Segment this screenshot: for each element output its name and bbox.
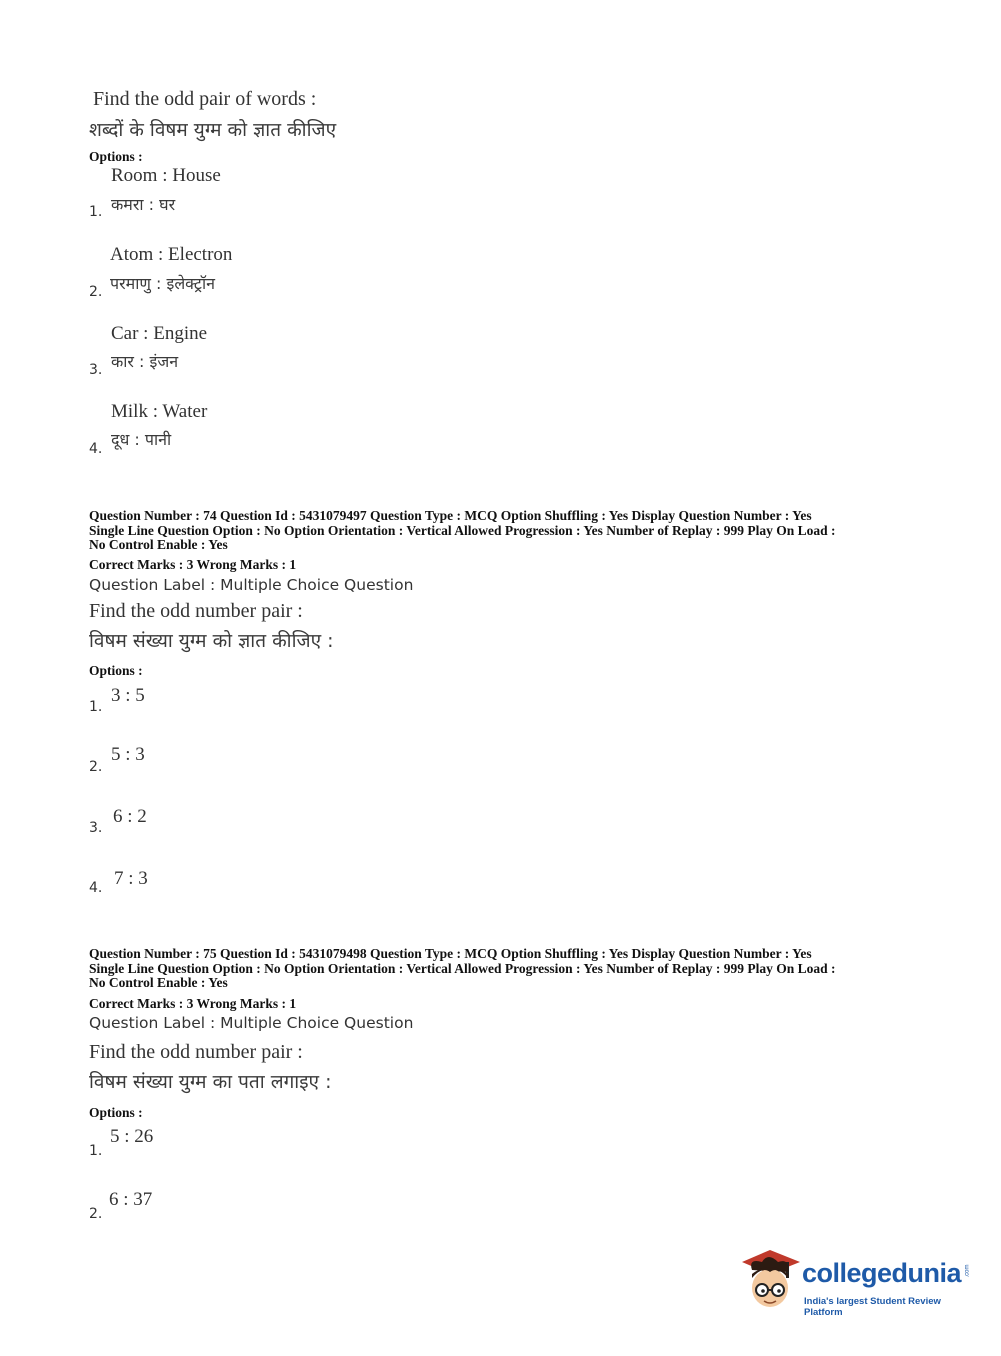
q73-option-1-en: Room : House	[111, 165, 221, 186]
q74-option-3-value: 6 : 2	[113, 806, 147, 827]
brand-suffix: .com	[964, 1264, 971, 1278]
q75-meta-line-3: No Control Enable : Yes	[89, 975, 228, 990]
q75-meta	[89, 947, 919, 991]
q75-stem-hi: विषम संख्या युग्म का पता लगाइए :	[89, 1071, 332, 1093]
q74-option-3-num: 3.	[89, 820, 103, 836]
q74-option-1-value: 3 : 5	[111, 685, 145, 706]
q74-option-1-num: 1.	[89, 699, 103, 715]
q75-question-label: Question Label : Multiple Choice Question	[89, 1014, 414, 1032]
q73-options-label: Options :	[89, 149, 143, 164]
q75-meta-line-2: Single Line Question Option : No Option Orientation : Vertical Allowed Progression : Yes Number of Replay : 999 Play On Load :	[89, 960, 836, 976]
q73-option-2-num: 2.	[89, 284, 103, 300]
q74-option-2-num: 2.	[89, 759, 103, 775]
q73-option-1-hi: कमरा : घर	[111, 195, 176, 214]
q74-stem-en: Find the odd number pair :	[89, 600, 303, 622]
q74-meta-line-1: Question Number : 74 Question Id : 5431079497 Question Type : MCQ Option Shuffling : Yes Display Question Number : Yes	[89, 508, 812, 523]
q75-option-2-value: 6 : 37	[109, 1189, 153, 1210]
mascot-icon	[742, 1248, 802, 1318]
q73-option-4-en: Milk : Water	[111, 401, 208, 422]
q74-meta-line-2: Single Line Question Option : No Option Orientation : Vertical Allowed Progression : Yes Number of Replay : 999 Play On Load :	[89, 522, 836, 538]
q73-option-2-en: Atom : Electron	[110, 244, 233, 265]
q75-marks: Correct Marks : 3 Wrong Marks : 1	[89, 996, 297, 1011]
q74-stem-hi: विषम संख्या युग्म को ज्ञात कीजिए :	[89, 630, 334, 652]
q74-meta-line-3: No Control Enable : Yes	[89, 537, 228, 552]
q74-meta	[89, 509, 919, 553]
q75-options-label: Options :	[89, 1105, 143, 1120]
q73-stem-hi: शब्दों के विषम युग्म को ज्ञात कीजिए	[89, 119, 337, 141]
q73-option-3-en: Car : Engine	[111, 323, 208, 344]
q75-meta-line-1: Question Number : 75 Question Id : 5431079498 Question Type : MCQ Option Shuffling : Yes Display Question Number : Yes	[89, 946, 812, 961]
q73-option-3-hi: कार : इंजन	[111, 352, 179, 371]
q75-option-2-num: 2.	[89, 1206, 103, 1222]
q74-option-4-value: 7 : 3	[114, 868, 148, 889]
q74-question-label: Question Label : Multiple Choice Question	[89, 576, 414, 594]
q73-option-4-hi: दूध : पानी	[111, 430, 172, 449]
q75-stem-en: Find the odd number pair :	[89, 1041, 303, 1063]
q75-option-1-num: 1.	[89, 1143, 103, 1159]
q74-option-2-value: 5 : 3	[111, 744, 145, 765]
q74-option-4-num: 4.	[89, 880, 103, 896]
q75-option-1-value: 5 : 26	[110, 1126, 154, 1147]
q73-stem-en: Find the odd pair of words :	[93, 88, 317, 110]
brand-tagline: India's largest Student Review Platform	[804, 1296, 941, 1318]
q73-option-4-num: 4.	[89, 441, 103, 457]
brand-name: collegedunia	[802, 1258, 962, 1288]
q73-option-2-hi: परमाणु : इलेक्ट्रॉन	[110, 274, 215, 293]
q73-option-3-num: 3.	[89, 362, 103, 378]
q74-options-label: Options :	[89, 663, 143, 678]
q73-option-1-num: 1.	[89, 204, 103, 220]
q74-marks: Correct Marks : 3 Wrong Marks : 1	[89, 557, 297, 572]
collegedunia-logo	[742, 1248, 972, 1318]
